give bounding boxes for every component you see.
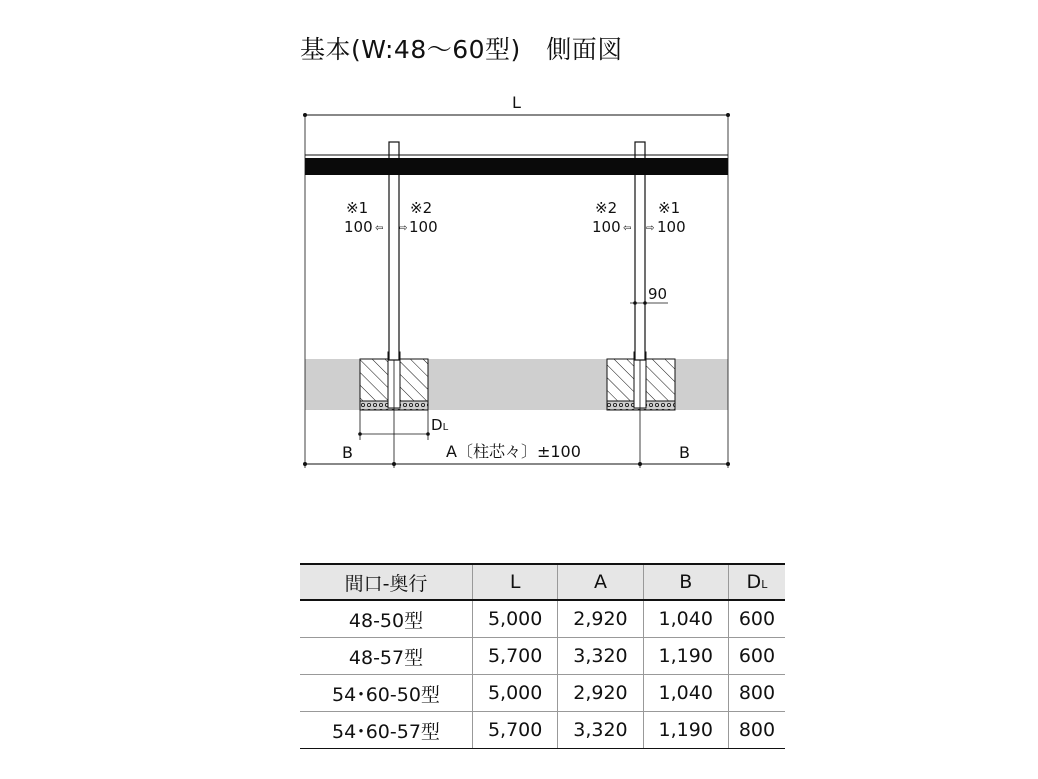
cell-model: 54･60-57型 [300,712,473,749]
cell-b: 1,040 [643,600,728,638]
cell-b: 1,190 [643,712,728,749]
right-footing [607,352,675,410]
roof-beam [305,155,728,175]
right-value-1: 100 [657,218,686,236]
dim-b-right-label: B [679,443,690,462]
right-note-1: ※1 [658,199,681,217]
cell-dl: 800 [728,675,785,712]
dimensions-table [300,563,785,749]
header-a: A [558,564,643,600]
header-b: B [643,564,728,600]
cell-a: 3,320 [558,638,643,675]
cell-dl: 600 [728,638,785,675]
dim-a-label: A〔柱芯々〕±100 [446,442,581,461]
cell-model: 48-57型 [300,638,473,675]
dim-l-label: L [512,93,521,112]
dim-b-left-label: B [342,443,353,462]
header-dl: DL [728,564,785,600]
dim-90-label: 90 [648,285,668,303]
dim-dl-label: DL [431,416,449,434]
left-note-2: ※2 [410,199,433,217]
cell-model: 48-50型 [300,600,473,638]
table-row [300,600,785,638]
left-value-1: 100 [344,218,373,236]
cell-model: 54･60-50型 [300,675,473,712]
table-row [300,638,785,675]
cell-l: 5,700 [473,638,558,675]
cell-l: 5,700 [473,712,558,749]
table-row [300,675,785,712]
cell-l: 5,000 [473,600,558,638]
cell-a: 2,920 [558,600,643,638]
cell-b: 1,190 [643,638,728,675]
cell-a: 3,320 [558,712,643,749]
cell-dl: 800 [728,712,785,749]
cell-a: 2,920 [558,675,643,712]
header-l: L [473,564,558,600]
cell-dl: 600 [728,600,785,638]
right-value-2: 100 [592,218,621,236]
right-arrow-out-icon: ⇦ [623,223,632,234]
header-model: 間口-奥行 [300,564,473,600]
table-header-row [300,564,785,600]
table-row [300,712,785,749]
left-note-1: ※1 [346,199,369,217]
left-arrow-out-icon: ⇦ [375,223,384,234]
diagram-title: 基本(W:48〜60型) 側面図 [300,35,623,64]
right-arrow-in-icon: ⇨ [646,223,655,234]
right-note-2: ※2 [595,199,618,217]
left-value-2: 100 [409,218,438,236]
cell-l: 5,000 [473,675,558,712]
left-arrow-in-icon: ⇨ [399,223,408,234]
cell-b: 1,040 [643,675,728,712]
